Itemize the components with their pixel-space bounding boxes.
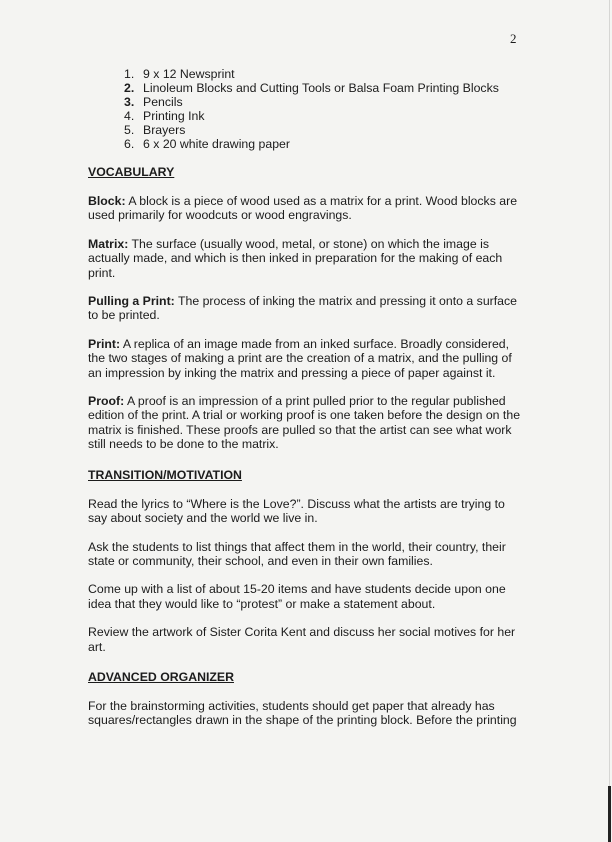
list-item-number: 5. <box>124 123 135 137</box>
list-item-text: Pencils <box>143 95 183 109</box>
vocab-term: Print: <box>88 336 121 351</box>
vocab-term: Block: <box>88 194 126 208</box>
vocab-definition: A replica of an image made from an inked surface. Broadly considered, the two stages of making a print are the creation of a matrix, and the pulling of an impression by inking the matrix and pressing a piece of paper against it. <box>88 336 512 380</box>
list-item-text: Linoleum Blocks and Cutting Tools or Balsa Foam Printing Blocks <box>143 81 499 95</box>
vocabulary-heading: VOCABULARY <box>88 165 175 179</box>
vocab-entry-proof <box>88 394 524 452</box>
list-item-text: 9 x 12 Newsprint <box>143 67 235 81</box>
list-item <box>124 81 564 95</box>
vocab-entry-matrix <box>88 237 524 280</box>
materials-list <box>124 67 564 151</box>
list-item <box>124 137 564 151</box>
page-number: 2 <box>510 31 517 46</box>
transition-paragraph: Review the artwork of Sister Corita Kent and discuss her social motives for her art. <box>88 625 516 654</box>
vocab-term: Proof: <box>88 394 125 409</box>
list-item <box>124 123 564 137</box>
vocab-entry-block <box>88 194 524 223</box>
transition-paragraph: Read the lyrics to “Where is the Love?”. Discuss what the artists are trying to say about society and the world we live in. <box>88 496 505 526</box>
list-item-number: 2. <box>124 81 135 95</box>
transition-heading: TRANSITION/MOTIVATION <box>88 467 242 482</box>
list-item <box>124 95 564 109</box>
vocab-entry-print <box>88 337 524 380</box>
list-item-text: Brayers <box>143 123 186 137</box>
transition-paragraph: Come up with a list of about 15-20 items and have students decide upon one idea that they would like to “protest” or make a statement about. <box>88 582 506 611</box>
list-item-number: 1. <box>124 67 135 81</box>
vocab-term: Pulling a Print: <box>88 294 175 309</box>
transition-paragraph: Ask the students to list things that affect them in the world, their country, their state or community, their school, and even in their own families. <box>88 539 506 568</box>
vocab-entry-pulling-a-print <box>88 294 524 323</box>
main-content <box>88 165 524 728</box>
vocab-definition: The surface (usually wood, metal, or stone) on which the image is actually made, and which is then inked in preparation for the making of each print. <box>88 236 503 280</box>
vocab-term: Matrix: <box>88 236 129 251</box>
list-item-text: 6 x 20 white drawing paper <box>143 137 290 151</box>
list-item <box>124 67 564 81</box>
list-item <box>124 109 564 123</box>
organizer-paragraph: For the brainstorming activities, students should get paper that already has squares/rectangles drawn in the shape of the printing block. Before the printing <box>88 698 517 728</box>
scan-edge-mark <box>608 786 611 842</box>
organizer-heading: ADVANCED ORGANIZER <box>88 669 234 684</box>
vocab-definition: A block is a piece of wood used as a matrix for a print. Wood blocks are used primarily for woodcuts or wood engravings. <box>88 194 518 223</box>
list-item-text: Printing Ink <box>143 109 205 123</box>
page-edge-shadow <box>609 0 610 842</box>
list-item-number: 6. <box>124 137 135 151</box>
list-item-number: 4. <box>124 109 135 123</box>
vocab-definition: A proof is an impression of a print pulled prior to the regular published edition of the print. A trial or working proof is one taken before the design on the matrix is finished. These proofs are pulled so that the artist can see what work still needs to be done to the matrix. <box>88 394 521 452</box>
vocab-definition: The process of inking the matrix and pressing it onto a surface to be printed. <box>88 294 517 323</box>
list-item-number: 3. <box>124 95 135 109</box>
